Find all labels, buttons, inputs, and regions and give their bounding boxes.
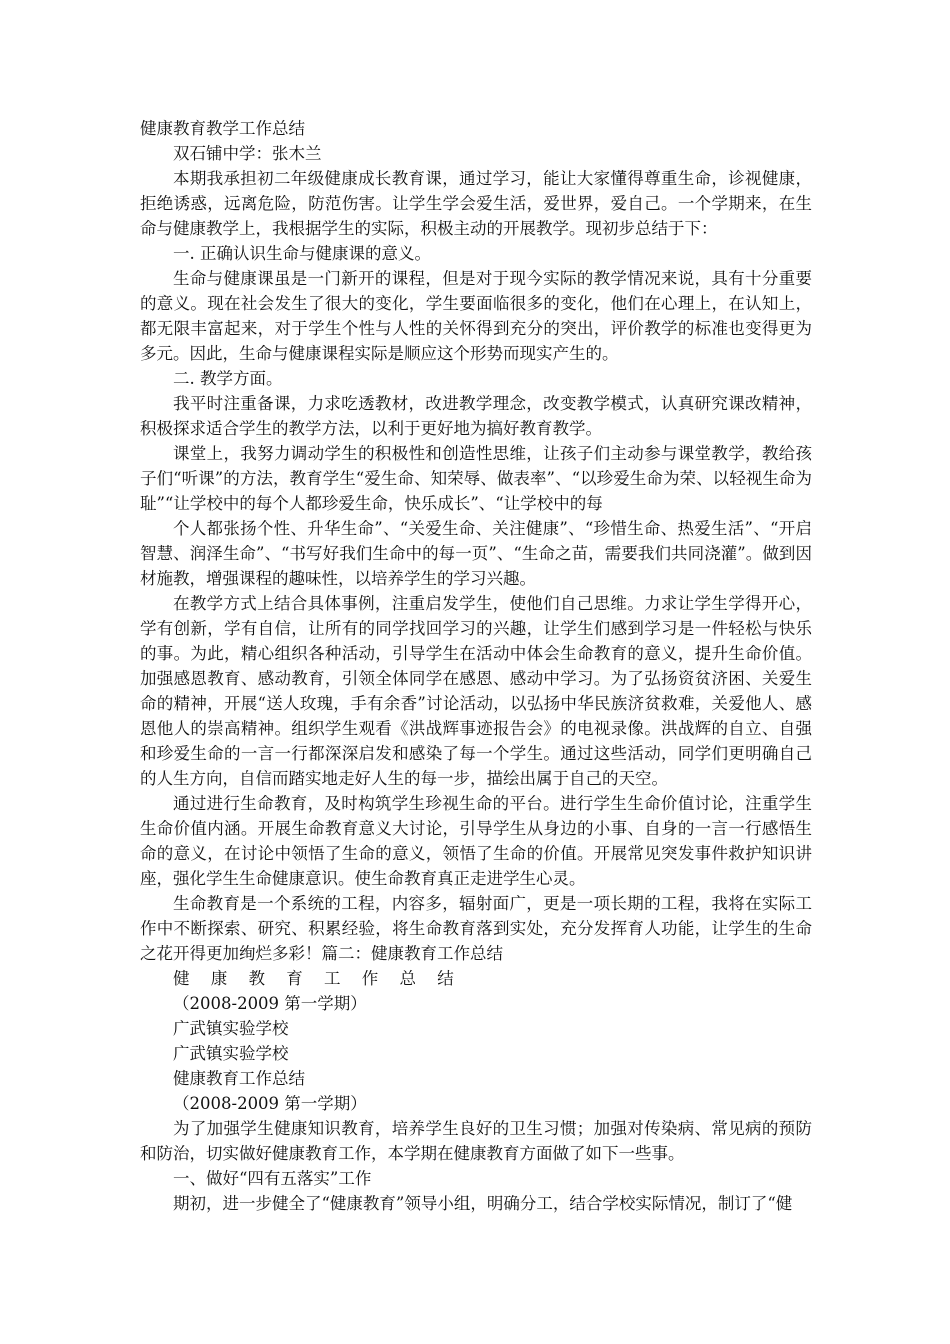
part2-term-1: （2008-2009 第一学期） (173, 994, 367, 1013)
section-heading-2: 二. 教学方面。 (173, 369, 283, 388)
part2-title: 健康教育工作总结 (173, 1069, 305, 1088)
author-line: 双石铺中学：张木兰 (173, 144, 322, 163)
paragraph-teaching-methods: 在教学方式上结合具体事例，注重启发学生，使他们自己思维。力求让学生学得开心，学有创新，学有自信，让所有的同学找回学习的兴趣，让学生们感到学习是一件轻松与快乐的事。为此，精心组织各种活动，引导学生在活动中体会生命教育的意义，提升生命价值。加强感恩教育、感动教育，引领全体同学在感恩、感动中学习。为了弘扬资贫济困、关爱生命的精神，开展“送人玫瑰，手有余香”讨论活动，以弘扬中华民族济贫救难，关爱他人、感恩他人的崇高精神。组织学生观看《洪战辉事迹报告会》的电视录像。洪战辉的自立、自强和珍爱生命的一言一行都深深启发和感染了每一个学生。通过这些活动，同学们更明确自己的人生方向，自信而踏实地走好人生的每一步，描绘出属于自己的天空。 (140, 594, 812, 788)
part2-school-2: 广武镇实验学校 (173, 1044, 289, 1063)
part2-term-2: （2008-2009 第一学期） (173, 1094, 367, 1113)
paragraph-intro: 本期我承担初二年级健康成长教育课，通过学习，能让大家懂得尊重生命，诊视健康，拒绝诱惑，远离危险，防范伤害。让学生学会爱生活，爱世界，爱自己。一个学期来，在生命与健康教学上，我根据学生的实际，积极主动的开展教学。现初步总结于下： (140, 169, 812, 238)
part2-spaced-title: 健 康 教 育 工 作 总 结 (173, 969, 462, 988)
paragraph-classroom: 课堂上，我努力调动学生的积极性和创造性思维，让孩子们主动参与课堂教学，教给孩子们“听课”的方法，教育学生“爱生命、知荣辱、做表率”、“以珍爱生命为荣、以轻视生命为耻”“让学校中的每个人都珍爱生命，快乐成长”、“让学校中的每 (140, 444, 812, 513)
section-heading-1: 一. 正确认识生命与健康课的意义。 (173, 244, 431, 263)
document-title: 健康教育教学工作总结 (140, 119, 305, 138)
paragraph-conclusion: 生命教育是一个系统的工程，内容多，辐射面广，更是一项长期的工程，我将在实际工作中不断探索、研究、积累经验，将生命教育落到实处，充分发挥育人功能，让学生的生命之花开得更加绚烂多彩！篇二：健康教育工作总结 (140, 894, 812, 963)
paragraph-classroom-continued: 个人都张扬个性、升华生命”、“关爱生命、关注健康”、“珍惜生命、热爱生活”、“开启智慧、润泽生命”、“书写好我们生命中的每一页”、“生命之苗，需要我们共同浇灌”。做到因材施教，增强课程的趣味性，以培养学生的学习兴趣。 (140, 519, 812, 588)
document-body (140, 116, 812, 1216)
part2-section-heading-1: 一、做好“四有五落实”工作 (173, 1169, 372, 1188)
paragraph-significance: 生命与健康课虽是一门新开的课程，但是对于现今实际的教学情况来说，具有十分重要的意义。现在社会发生了很大的变化，学生要面临很多的变化，他们在心理上，在认知上，都无限丰富起来，对于学生个性与人性的关怀得到充分的突出，评价教学的标准也变得更为多元。因此，生命与健康课程实际是顺应这个形势而现实产生的。 (140, 269, 812, 363)
paragraph-preparation: 我平时注重备课，力求吃透教材，改进教学理念，改变教学模式，认真研究课改精神，积极探求适合学生的教学方法，以利于更好地为搞好教育教学。 (140, 394, 812, 438)
part2-section-text-1: 期初，进一步健全了“健康教育”领导小组，明确分工，结合学校实际情况，制订了“健 (173, 1194, 793, 1213)
paragraph-life-education: 通过进行生命教育，及时构筑学生珍视生命的平台。进行学生生命价值讨论，注重学生生命价值内涵。开展生命教育意义大讨论，引导学生从身边的小事、自身的一言一行感悟生命的意义，在讨论中领悟了生命的意义，领悟了生命的价值。开展常见突发事件救护知识讲座，强化学生生命健康意识。使生命教育真正走进学生心灵。 (140, 794, 812, 888)
part2-intro: 为了加强学生健康知识教育，培养学生良好的卫生习惯；加强对传染病、常见病的预防和防治，切实做好健康教育工作，本学期在健康教育方面做了如下一些事。 (140, 1119, 812, 1163)
part2-school-1: 广武镇实验学校 (173, 1019, 289, 1038)
